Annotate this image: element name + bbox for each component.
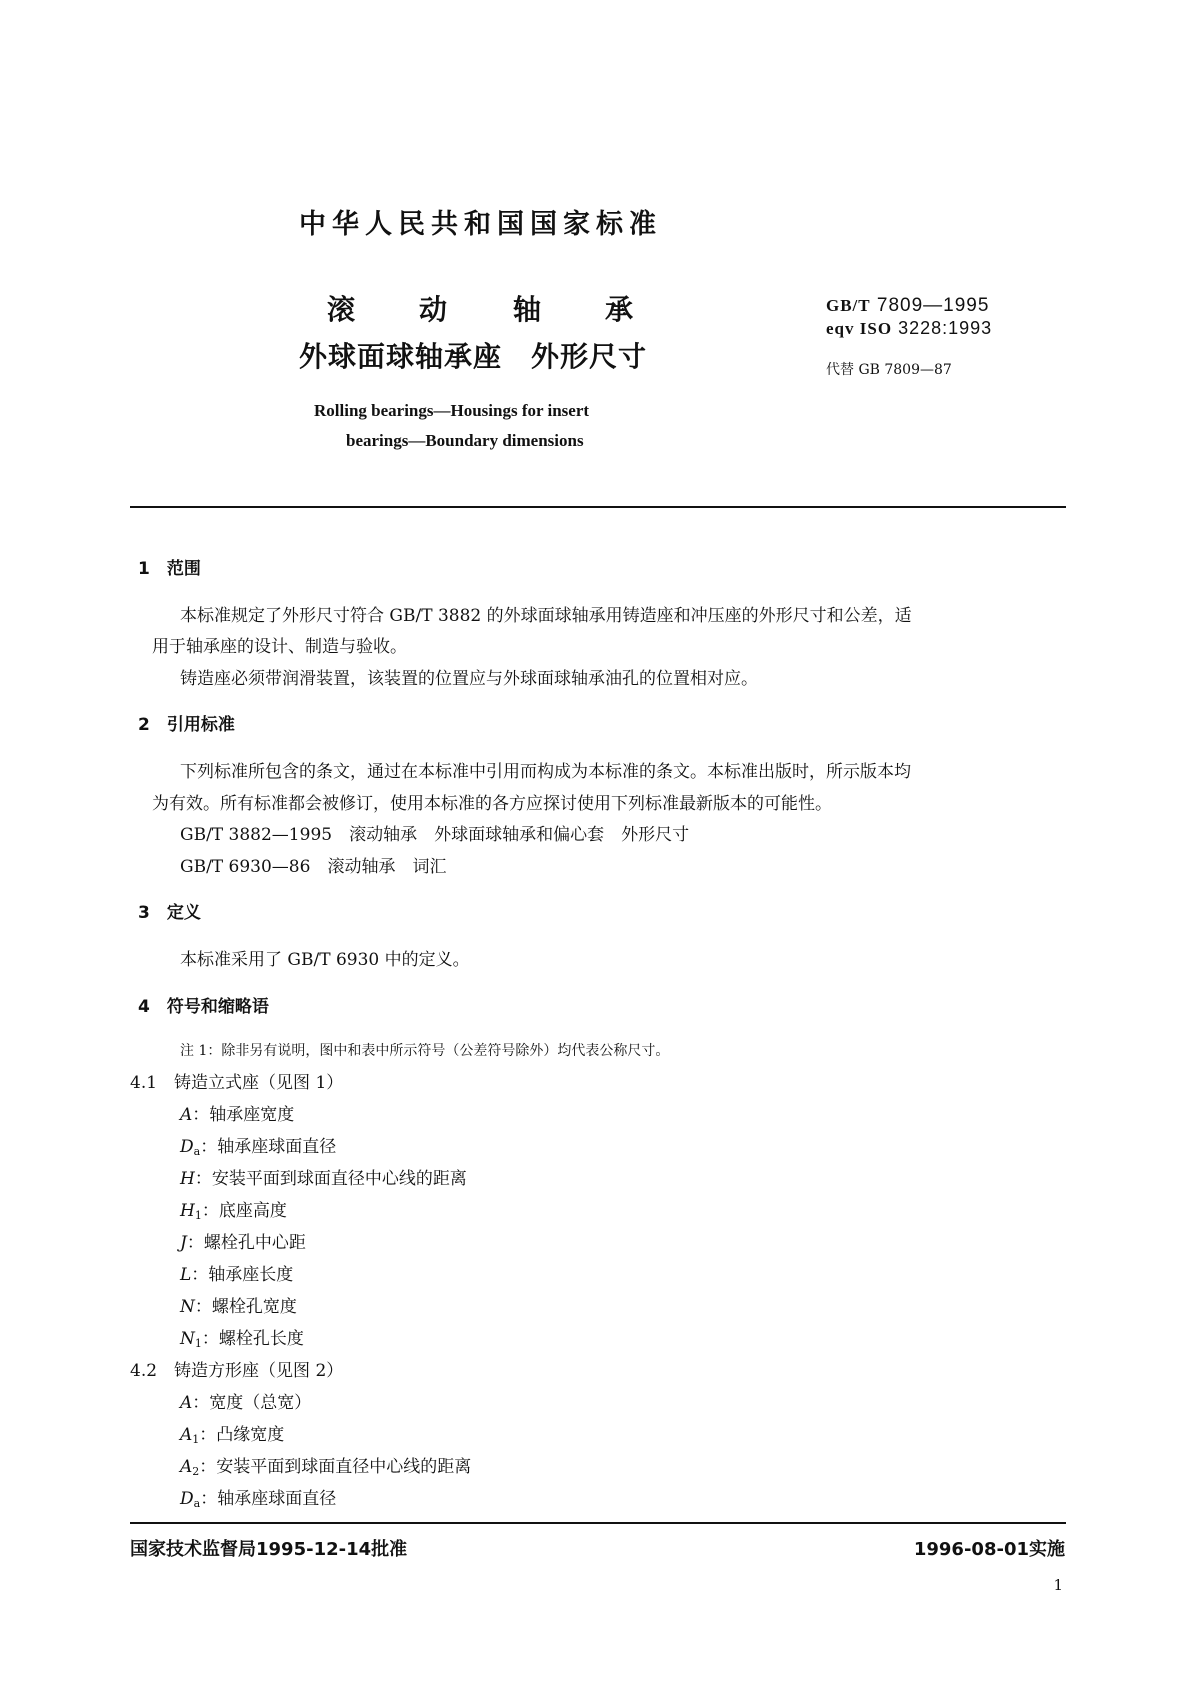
- symbol-item: A：宽度（总宽）: [180, 1393, 312, 1413]
- standard-code: GB/T 7809—1995: [826, 295, 990, 316]
- subsection-4-1-heading: 4.1 铸造立式座（见图 1）: [130, 1073, 344, 1093]
- symbol-item: $H_1$：底座高度: [180, 1201, 287, 1222]
- eqv-code: eqv ISO 3228:1993: [826, 318, 993, 338]
- symbol-item: A：轴承座宽度: [180, 1105, 295, 1125]
- title-line-2: 外球面球轴承座 外形尺寸: [299, 340, 648, 373]
- section-3-heading: 3 定义: [138, 903, 201, 923]
- symbol-item: H：安装平面到球面直径中心线的距离: [180, 1169, 467, 1189]
- english-title-line-2: bearings—Boundary dimensions: [346, 431, 584, 450]
- section-1-paragraph-line: 用于轴承座的设计、制造与验收。: [152, 637, 407, 657]
- section-4-note: 注 1：除非另有说明，图中和表中所示符号（公差符号除外）均代表公称尺寸。: [180, 1043, 670, 1059]
- title-char: 滚: [327, 293, 356, 326]
- header-divider: [130, 506, 1066, 508]
- symbol-item: N：螺栓孔宽度: [180, 1297, 297, 1317]
- reference-item: GB/T 6930—86 滚动轴承 词汇: [180, 857, 447, 877]
- footer-divider: [130, 1522, 1066, 1524]
- section-2-paragraph-line: 为有效。所有标准都会被修订，使用本标准的各方应探讨使用下列标准最新版本的可能性。: [152, 794, 832, 814]
- section-1-paragraph-line: 本标准规定了外形尺寸符合 GB/T 3882 的外球面球轴承用铸造座和冲压座的外形尺寸和公差，适: [180, 606, 912, 626]
- symbol-item: $A_2$：安装平面到球面直径中心线的距离: [180, 1457, 472, 1478]
- symbol-item: $D_a$：轴承座球面直径: [180, 1137, 337, 1158]
- symbol-item: L：轴承座长度: [180, 1265, 294, 1285]
- symbol-item: J：螺栓孔中心距: [180, 1233, 306, 1253]
- english-title-line-1: Rolling bearings—Housings for insert: [314, 401, 590, 420]
- standard-name: 中华人民共和国国家标准: [299, 209, 662, 240]
- section-3-paragraph: 本标准采用了 GB/T 6930 中的定义。: [180, 950, 470, 970]
- symbol-item: $A_1$：凸缘宽度: [180, 1425, 285, 1446]
- section-1-heading: 1 范围: [138, 559, 201, 579]
- title-char: 轴: [513, 293, 542, 326]
- page-number: 1: [1053, 1576, 1063, 1594]
- section-1-paragraph: 铸造座必须带润滑装置，该装置的位置应与外球面球轴承油孔的位置相对应。: [180, 669, 758, 689]
- subsection-4-2-heading: 4.2 铸造方形座（见图 2）: [130, 1361, 344, 1381]
- section-2-paragraph-line: 下列标准所包含的条文，通过在本标准中引用而构成为本标准的条文。本标准出版时，所示版本均: [180, 762, 911, 782]
- effective-date: 1996-08-01实施: [913, 1539, 1065, 1560]
- title-char: 承: [605, 293, 634, 326]
- symbol-item: $D_a$：轴承座球面直径: [180, 1489, 337, 1510]
- section-2-heading: 2 引用标准: [138, 715, 235, 735]
- section-4-heading: 4 符号和缩略语: [138, 997, 269, 1017]
- standard-code-block: [826, 295, 992, 340]
- reference-item: GB/T 3882—1995 滚动轴承 外球面球轴承和偏心套 外形尺寸: [180, 825, 690, 845]
- replaces-note: 代替 GB 7809—87: [826, 362, 952, 378]
- title-char: 动: [419, 293, 448, 326]
- approval-date: 国家技术监督局1995-12-14批准: [130, 1539, 408, 1560]
- symbol-item: $N_1$：螺栓孔长度: [180, 1329, 304, 1350]
